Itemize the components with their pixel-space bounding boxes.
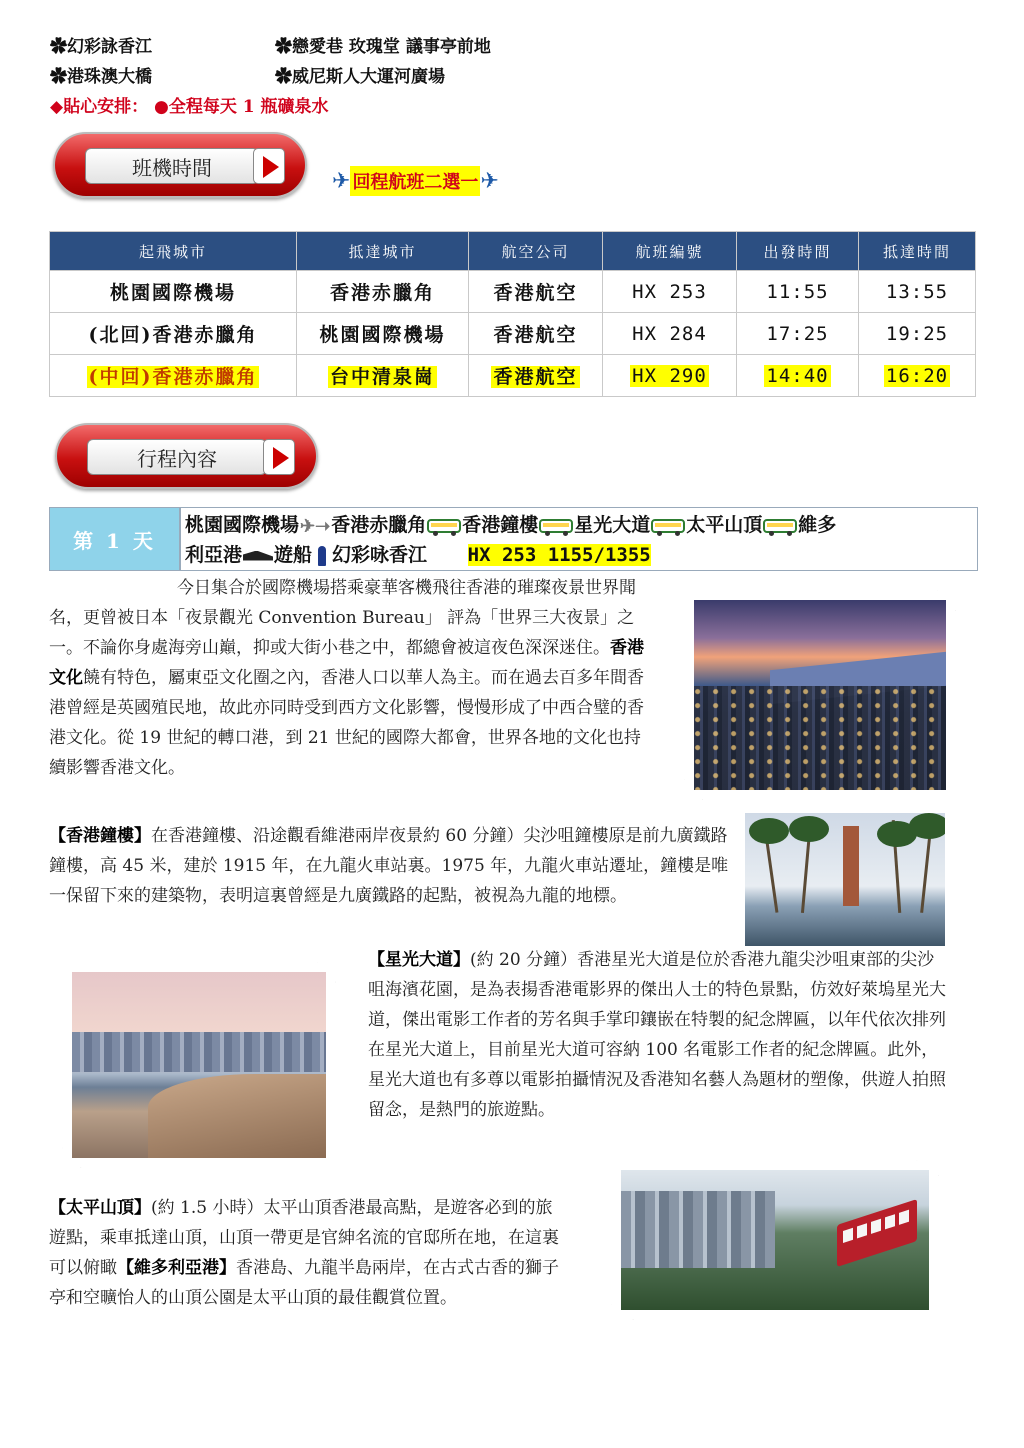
avenue-text: (約 20 分鐘）香港星光大道是位於香港九龍尖沙咀東部的尖沙咀海濱花園，是為表揚香港電影界的傑出人士的特色景點，仿效好萊塢星光大道，傑出電影工作者的芳名與手掌印鑲嵌在特製的紀念牌匾，以年代依次排列在星光大道上，目前星光大道可容納 100 名電影工作者的紀念牌匾。此外，星光大道也有多尊以電影拍攝情況及香港知名藝人為題材的塑像，供遊人拍照留念，是熱門的旅遊點。 <box>368 950 946 1120</box>
boat-icon <box>243 551 273 561</box>
highlight-item-4: ✿威尼斯人大運河廣場 <box>275 67 445 87</box>
cell-arr-time: 19:25 <box>859 313 976 355</box>
cell-flight-no <box>603 355 737 397</box>
cell-departure: (北回)香港赤臘角 <box>50 313 297 355</box>
person-icon <box>318 546 326 566</box>
airplane-icon: ✈ <box>480 168 499 194</box>
bus-icon <box>763 519 797 533</box>
harbour-heading: 【維多利亞港】 <box>117 1258 236 1278</box>
victoria-peak-image <box>621 1170 929 1310</box>
itinerary-section-button <box>55 423 318 489</box>
highlight-item-1: ✿幻彩詠香江 <box>50 37 152 57</box>
peak-heading: 【太平山頂】 <box>49 1198 151 1218</box>
header-airline: 航空公司 <box>469 232 603 271</box>
airplane-icon: ✈ <box>332 168 351 194</box>
intro-text: 今日集合於國際機場搭乘豪華客機飛往香港的璀璨夜景世界聞名，更曾被日本「夜景觀光 Convention Bureau」 評為「世界三大夜景」之一。不論你身處海旁山巔，抑或大街小巷之中，都總會被這夜色深深迷住。 <box>49 578 636 658</box>
table-row <box>50 271 976 313</box>
cell-dep-time: 11:55 <box>737 271 859 313</box>
arrow-right-icon <box>253 148 285 184</box>
header-arrival-city: 抵達城市 <box>297 232 469 271</box>
bus-icon <box>651 519 685 533</box>
bus-icon <box>539 519 573 533</box>
cell-arr-time <box>859 355 976 397</box>
itinerary-label: 行程內容 <box>87 439 267 475</box>
clock-tower-text: 在香港鐘樓、沿途觀看維港兩岸夜景約 60 分鐘）尖沙咀鐘樓原是前九廣鐵路鐘樓，高 45 米，建於 1915 年，在九龍火車站裏。1975 年，九龍火車站遷址，鐘樓是唯一保留下來的建築物，表明這裏曾經是九廣鐵路的起點，被視為九龍的地標。 <box>49 826 729 906</box>
highlight-item-3: ✿港珠澳大橋 <box>50 67 152 87</box>
route-stop: 遊船 <box>274 543 313 566</box>
victoria-peak-photo <box>611 1160 939 1320</box>
cell-flight-no: HX 284 <box>603 313 737 355</box>
clock-tower-image <box>745 813 945 946</box>
clock-tower-photo <box>745 813 945 946</box>
clock-tower-paragraph <box>49 821 734 911</box>
flight-time-section-button <box>53 132 307 198</box>
cell-text: 台中清泉崗 <box>329 366 435 388</box>
table-row <box>50 313 976 355</box>
avenue-of-stars-photo <box>62 962 336 1168</box>
flight-time-label: 班機時間 <box>85 148 259 184</box>
return-flight-note <box>332 166 499 196</box>
avenue-heading: 【星光大道】 <box>368 950 470 970</box>
table-header-row <box>50 232 976 271</box>
culture-heading: 香港文化 <box>49 638 644 688</box>
day-flight-info: HX 253 1155/1355 <box>467 543 651 566</box>
header-departure-city: 起飛城市 <box>50 232 297 271</box>
peak-text-2: 香港島、九龍半島兩岸，在古式古香的獅子亭和空曠怡人的山頂公園是太平山頂的最佳觀賞位置。 <box>49 1258 559 1308</box>
arrow-right-icon <box>263 439 295 475</box>
day-label: 第 1 天 <box>49 507 180 571</box>
peak-text: (約 1.5 小時）太平山頂香港最高點，是遊客必到的旅遊點，乘車抵達山頂，山頂一帶更是官紳名流的官邸所在地，在這裏可以俯瞰 <box>49 1198 559 1278</box>
cell-flight-no: HX 253 <box>603 271 737 313</box>
route-stop: 維多 <box>798 514 837 536</box>
cell-text: HX 290 <box>632 364 707 387</box>
route-stop: 星光大道 <box>574 514 651 536</box>
cell-airline: 香港航空 <box>469 271 603 313</box>
day-route <box>180 507 978 571</box>
cell-text: 香港航空 <box>493 366 578 388</box>
route-stop: 太平山頂 <box>686 514 763 536</box>
cell-arrival: 香港赤臘角 <box>297 271 469 313</box>
cell-airline <box>469 355 603 397</box>
cell-airline: 香港航空 <box>469 313 603 355</box>
clock-tower-heading: 【香港鐘樓】 <box>49 826 151 846</box>
cell-text: (中回)香港赤臘角 <box>88 366 258 388</box>
table-row-highlighted <box>50 355 976 397</box>
airplane-icon: ✈➝ <box>300 515 331 537</box>
cell-dep-time <box>737 355 859 397</box>
cell-text: 16:20 <box>885 364 949 387</box>
cell-departure: 桃園國際機場 <box>50 271 297 313</box>
header-arrival-time: 抵達時間 <box>859 232 976 271</box>
route-stop: 利亞港 <box>185 543 243 566</box>
cell-departure <box>50 355 297 397</box>
cell-arrival <box>297 355 469 397</box>
return-flight-text: 回程航班二選一 <box>350 166 480 196</box>
thoughtful-arrangement: ◆貼心安排： ●全程每天 1 瓶礦泉水 <box>50 97 329 117</box>
route-stop: 香港鐘樓 <box>462 514 539 536</box>
route-stop: 幻彩咏香江 <box>332 543 428 566</box>
route-stop: 香港赤臘角 <box>331 514 427 536</box>
cell-arr-time: 13:55 <box>859 271 976 313</box>
hong-kong-night-view-photo <box>684 590 956 800</box>
header-departure-time: 出發時間 <box>737 232 859 271</box>
route-stop: 桃園國際機場 <box>185 514 300 536</box>
cell-dep-time: 17:25 <box>737 313 859 355</box>
culture-text: 饒有特色，屬東亞文化圈之內，香港人口以華人為主。而在過去百多年間香港曾經是英國殖民地，故此亦同時受到西方文化影響，慢慢形成了中西合璧的香港文化。從 19 世紀的轉口港，到 21 世紀的國際大都會，世界各地的文化也持續影響香港文化。 <box>49 668 644 778</box>
cell-text: 14:40 <box>766 364 829 387</box>
flight-schedule-table <box>49 231 976 397</box>
night-view-image <box>694 600 946 790</box>
avenue-of-stars-image <box>72 972 326 1158</box>
highlight-item-2: ✿戀愛巷 玫瑰堂 議事亭前地 <box>275 37 491 57</box>
intro-paragraph <box>49 573 651 783</box>
header-flight-number: 航班編號 <box>603 232 737 271</box>
avenue-paragraph <box>368 945 950 1125</box>
cell-arrival: 桃園國際機場 <box>297 313 469 355</box>
peak-paragraph <box>49 1193 569 1313</box>
bus-icon <box>427 519 461 533</box>
